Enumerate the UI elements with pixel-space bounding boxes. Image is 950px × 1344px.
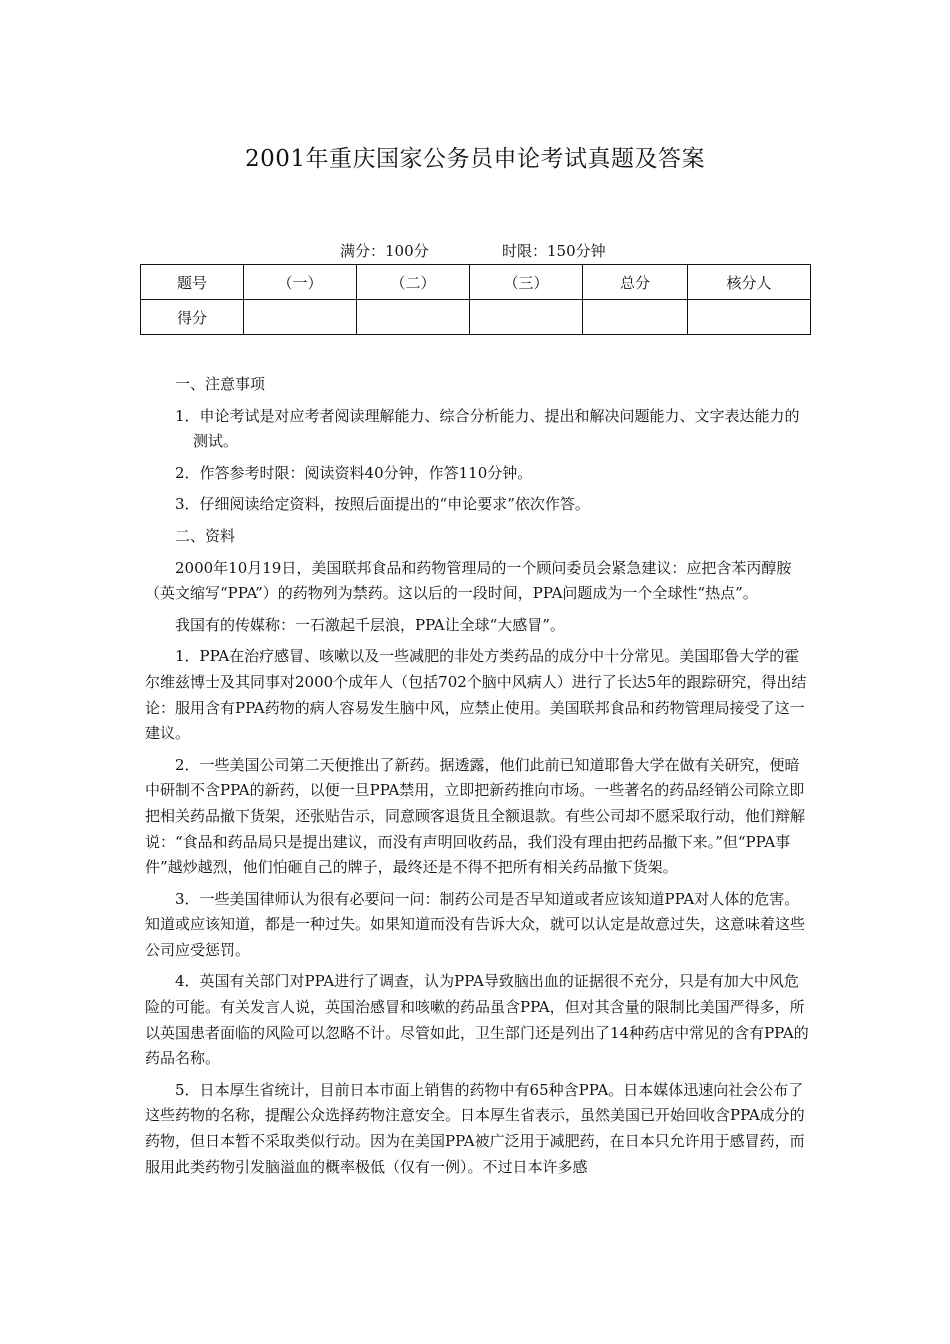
row-label: 得分 bbox=[141, 300, 244, 335]
score-cell bbox=[688, 300, 811, 335]
material-paragraph: 3．一些美国律师认为很有必要问一问：制药公司是否早知道或者应该知道PPA对人体的危害。知道或应该知道，都是一种过失。如果知道而没有告诉大众，就可以认定是故意过失，这意味着这些公司应受惩罚。 bbox=[145, 889, 806, 959]
header-cell: （一） bbox=[244, 265, 357, 300]
header-cell: 核分人 bbox=[688, 265, 811, 300]
score-cell bbox=[244, 300, 357, 335]
material-paragraph: 2．一些美国公司第二天便推出了新药。据透露，他们此前已知道耶鲁大学在做有关研究，便暗中研制不含PPA的新药，以便一旦PPA禁用，立即把新药推向市场。一些著名的药品经销公司除立即把相关药品撤下货架，还张贴告示，同意顾客退货且全额退款。有些公司却不愿采取行动，他们辩解说：“食品和药品局只是提出建议，而没有声明回收药品，我们没有理由把药品撤下来。”但“PPA事件”越炒越烈，他们怕砸自己的牌子，最终还是不得不把所有相关药品撤下货架。 bbox=[145, 755, 806, 877]
header-cell: 题号 bbox=[141, 265, 244, 300]
note-item: 1．申论考试是对应考者阅读理解能力、综合分析能力、提出和解决问题能力、文字表达能力的测试。 bbox=[175, 406, 800, 451]
time-limit: 时限：150分钟 bbox=[502, 242, 606, 260]
material-paragraph: 4．英国有关部门对PPA进行了调查，认为PPA导致脑出血的证据很不充分，只是有加大中风危险的可能。有关发言人说，英国治感冒和咳嗽的药品虽含PPA，但对其含量的限制比美国严得多，所以英国患者面临的风险可以忽略不计。尽管如此，卫生部门还是列出了14种药店中常见的含有PPA的药品名称。 bbox=[145, 972, 809, 1068]
score-cell bbox=[357, 300, 470, 335]
material-paragraph: 2000年10月19日，美国联邦食品和药物管理局的一个顾问委员会紧急建议：应把含苯丙醇胺（英文缩写“PPA”）的药物列为禁药。这以后的一段时间，PPA问题成为一个全球性“热点”。 bbox=[145, 558, 792, 603]
score-cell bbox=[470, 300, 583, 335]
full-score: 满分：100分 bbox=[340, 242, 429, 260]
header-cell: （二） bbox=[357, 265, 470, 300]
score-cell bbox=[583, 300, 688, 335]
header-cell: 总分 bbox=[583, 265, 688, 300]
notes-heading: 一、注意事项 bbox=[175, 375, 266, 393]
material-paragraph: 1．PPA在治疗感冒、咳嗽以及一些减肥的非处方类药品的成分中十分常见。美国耶鲁大学的霍尔维兹博士及其同事对2000个成年人（包括702个脑中风病人）进行了长达5年的跟踪研究，得出结论：服用含有PPA药物的病人容易发生脑中风，应禁止使用。美国联邦食品和药物管理局接受了这一建议。 bbox=[145, 647, 807, 743]
page-title: 2001年重庆国家公务员申论考试真题及答案 bbox=[244, 146, 706, 172]
score-table-header-row bbox=[141, 265, 811, 300]
note-item: 2．作答参考时限：阅读资料40分钟，作答110分钟。 bbox=[175, 463, 533, 482]
material-paragraph: 5．日本厚生省统计，目前日本市面上销售的药物中有65种含PPA。日本媒体迅速向社会公布了这些药物的名称，提醒公众选择药物注意安全。日本厚生省表示，虽然美国已开始回收含PPA成分的药物，但日本暂不采取类似行动。因为在美国PPA被广泛用于减肥药，在日本只允许用于感冒药，而服用此类药物引发脑溢血的概率极低（仅有一例）。不过日本许多感 bbox=[145, 1080, 805, 1176]
score-table-score-row bbox=[141, 300, 811, 335]
material-paragraph: 我国有的传媒称：一石激起千层浪，PPA让全球“大感冒”。 bbox=[175, 615, 565, 634]
note-item: 3．仔细阅读给定资料，按照后面提出的“申论要求”依次作答。 bbox=[175, 495, 590, 514]
material-heading: 二、资料 bbox=[175, 526, 236, 545]
header-cell: （三） bbox=[470, 265, 583, 300]
document-body bbox=[145, 372, 813, 1186]
score-table bbox=[140, 264, 811, 335]
